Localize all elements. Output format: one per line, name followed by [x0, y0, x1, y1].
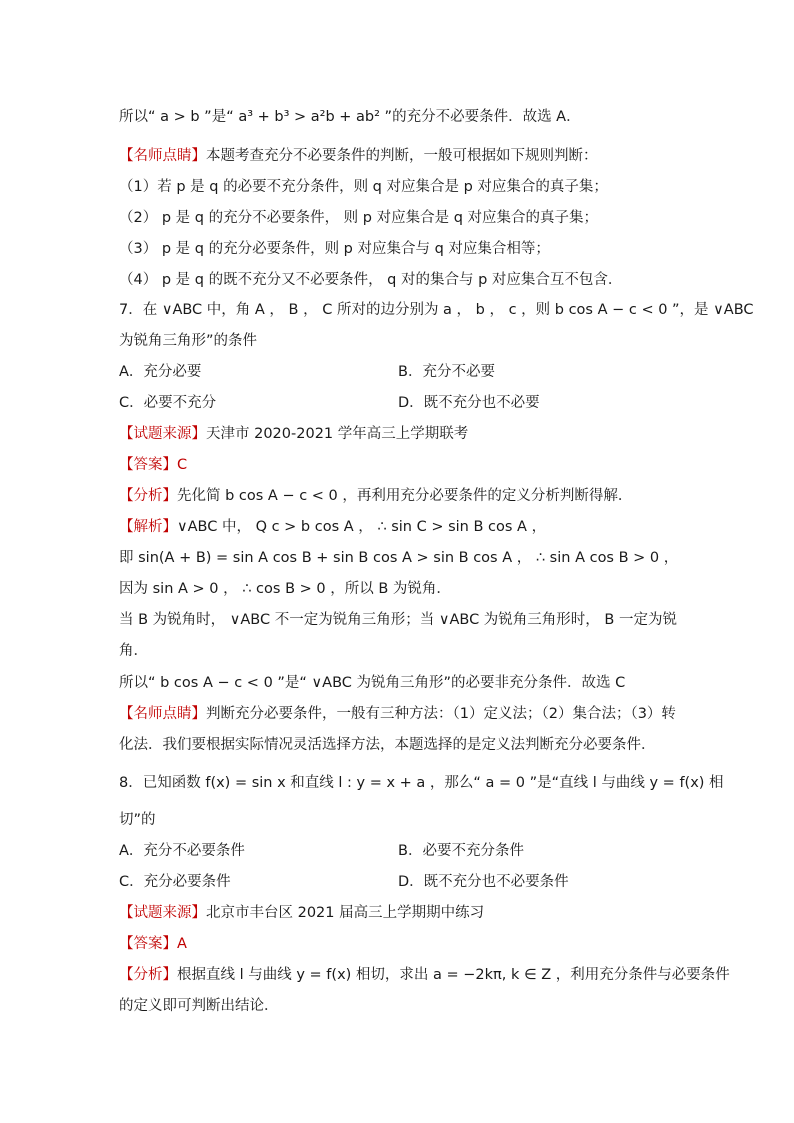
source-text: 北京市丰台区 2021 届高三上学期期中练习: [206, 905, 485, 921]
q8-analysis: [119, 965, 730, 985]
note-text: 本题考查充分不必要条件的判断，一般可根据如下规则判断：: [206, 148, 598, 164]
section-tag: 【解析】: [119, 519, 177, 535]
conclusion-line-1: 所以“ a > b ”是“ a³ + b³ > a²b + ab² ”的充分不必要条件．故选 A．: [119, 109, 581, 125]
section-tag: 【试题来源】: [119, 905, 206, 921]
section-tag: 【答案】: [119, 457, 177, 473]
note-text: 判断充分必要条件，一般有三种方法：（1）定义法；（2）集合法；（3）转: [206, 706, 676, 722]
question-7-stem: 7．在 ∨ABC 中，角 A ， B ， C 所对的边分别为 a ， b ， c ，则 b cos A − c < 0 ”，是 ∨ABC: [119, 302, 754, 318]
question-8-stem-cont: 切”的: [119, 812, 156, 828]
q8-option-c: C．充分必要条件: [119, 874, 231, 890]
section-tag: 【分析】: [119, 488, 177, 504]
q7-solution-4: 当 B 为锐角时， ∨ABC 不一定为锐角三角形；当 ∨ABC 为锐角三角形时， B 一定为锐: [119, 612, 677, 628]
q8-answer: [119, 934, 187, 954]
q7-option-d: D．既不充分也不必要: [398, 395, 540, 411]
rule-3: （3） p 是 q 的充分必要条件，则 p 对应集合与 q 对应集合相等；: [119, 241, 550, 257]
answer-value: A: [177, 936, 187, 952]
q8-source: [119, 903, 484, 923]
section-tag: 【名师点睛】: [119, 706, 206, 722]
q8-option-a: A．充分不必要条件: [119, 843, 245, 859]
section-tag: 【分析】: [119, 967, 177, 983]
rule-4: （4） p 是 q 的既不充分又不必要条件， q 对的集合与 p 对应集合互不包含．: [119, 272, 623, 288]
analysis-text: 先化简 b cos A − c < 0 ，再利用充分必要条件的定义分析判断得解．: [177, 488, 633, 504]
q7-solution-3: 因为 sin A > 0 ， ∴ cos B > 0 ，所以 B 为锐角．: [119, 581, 451, 597]
q7-solution-2: 即 sin(A + B) = sin A cos B + sin B cos A > sin B cos A ， ∴ sin A cos B > 0 ，: [119, 550, 679, 566]
q7-solution-1: [119, 517, 546, 537]
q7-answer: [119, 455, 187, 475]
q7-source: [119, 424, 468, 444]
teacher-note-1: [119, 146, 598, 166]
section-tag: 【试题来源】: [119, 426, 206, 442]
rule-1: （1）若 p 是 q 的必要不充分条件，则 q 对应集合是 p 对应集合的真子集；: [119, 179, 608, 195]
q8-analysis-cont: 的定义即可判断出结论．: [119, 998, 279, 1014]
teacher-note-2: [119, 704, 676, 724]
q7-option-c: C．必要不充分: [119, 395, 217, 411]
rule-2: （2） p 是 q 的充分不必要条件， 则 p 对应集合是 q 对应集合的真子集；: [119, 210, 599, 226]
q7-analysis: [119, 486, 632, 506]
q7-option-b: B．充分不必要: [398, 364, 495, 380]
section-tag: 【答案】: [119, 936, 177, 952]
solution-text: ∨ABC 中， Q c > b cos A ， ∴ sin C > sin B cos A ，: [177, 519, 547, 535]
question-7-stem-cont: 为锐角三角形”的条件: [119, 333, 258, 349]
q7-conclusion: 所以“ b cos A − c < 0 ”是“ ∨ABC 为锐角三角形”的必要非充分条件．故选 C: [119, 675, 626, 691]
q7-option-a: A．充分必要: [119, 364, 202, 380]
answer-value: C: [177, 457, 188, 473]
q7-solution-5: 角．: [119, 643, 148, 659]
section-tag: 【名师点睛】: [119, 148, 206, 164]
teacher-note-2-cont: 化法．我们要根据实际情况灵活选择方法，本题选择的是定义法判断充分必要条件．: [119, 737, 656, 753]
q8-option-d: D．既不充分也不必要条件: [398, 874, 569, 890]
analysis-text: 根据直线 l 与曲线 y = f(x) 相切，求出 a = −2kπ, k ∈ Z ，利用充分条件与必要条件: [177, 967, 730, 983]
question-8-stem: 8．已知函数 f(x) = sin x 和直线 l : y = x + a ，那么“ a = 0 ”是“直线 l 与曲线 y = f(x) 相: [119, 775, 724, 791]
q8-option-b: B．必要不充分条件: [398, 843, 524, 859]
source-text: 天津市 2020-2021 学年高三上学期联考: [206, 426, 469, 442]
